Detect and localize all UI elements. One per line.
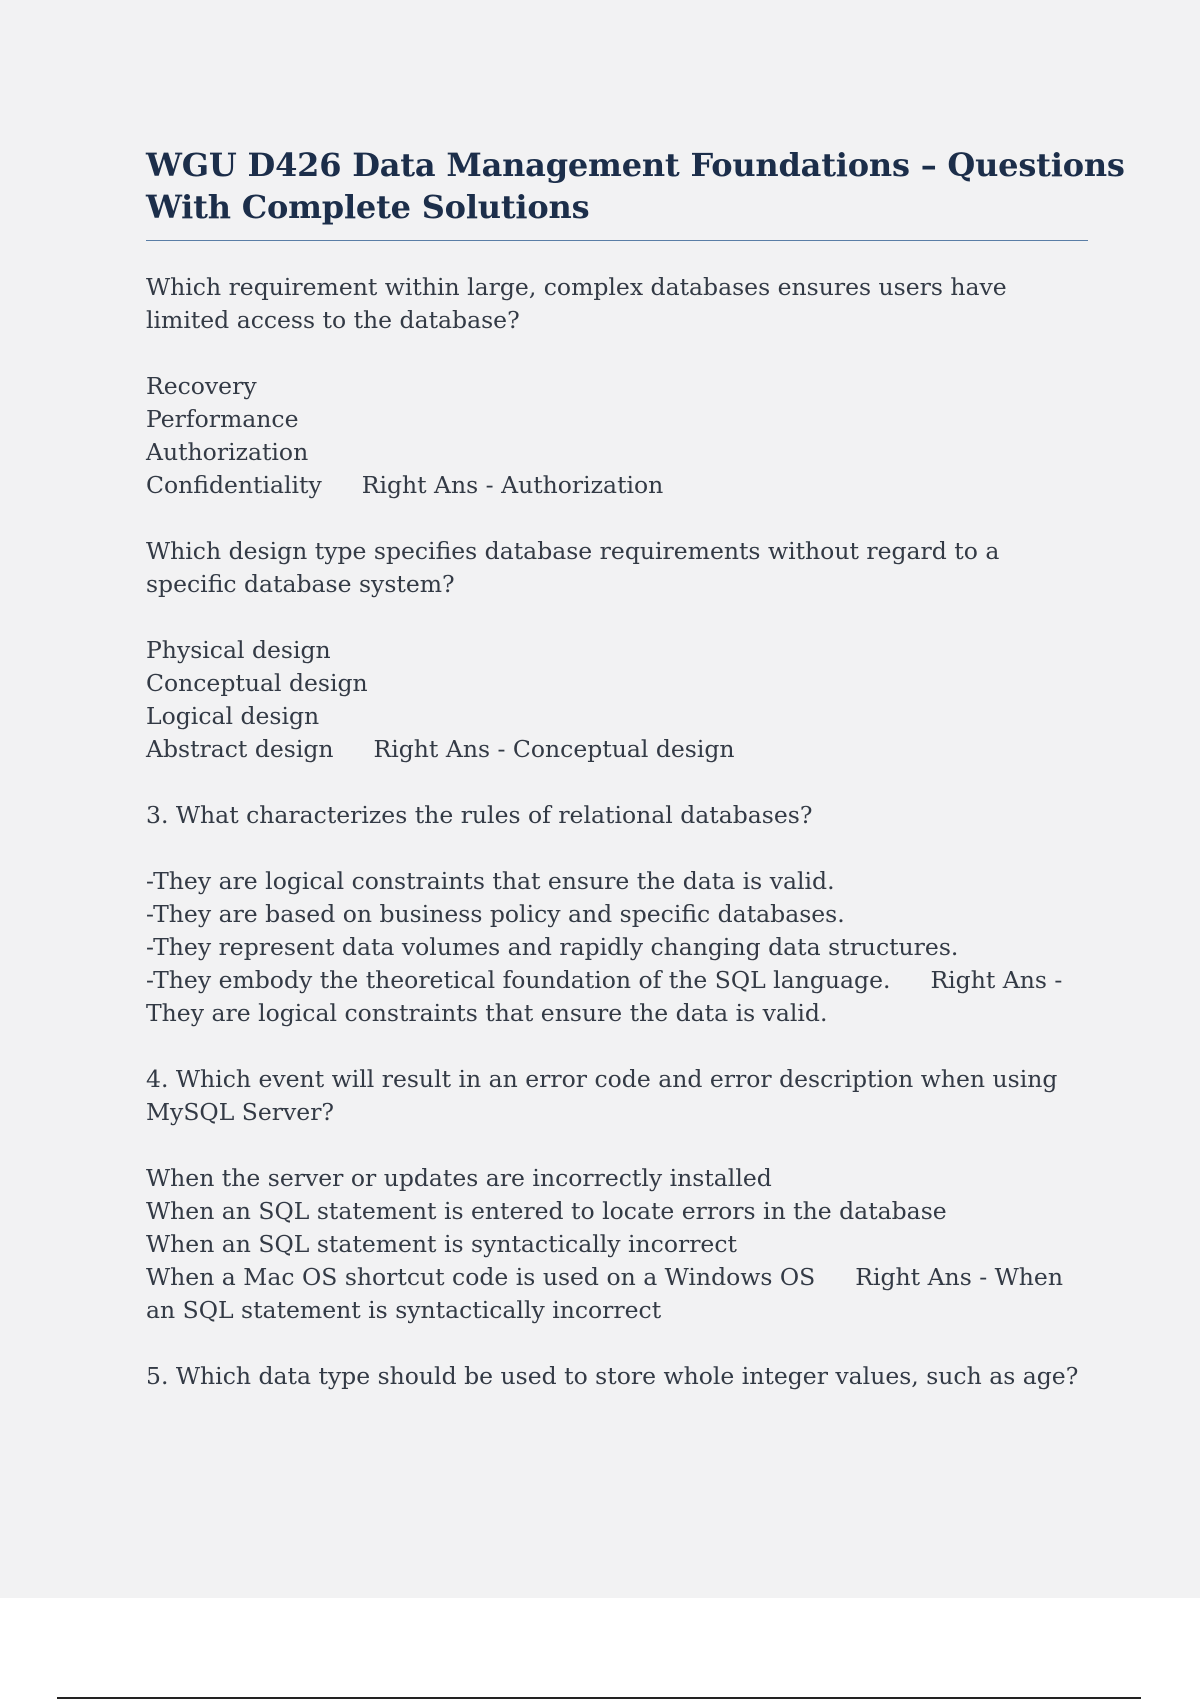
option: -They are based on business policy and specific databases. <box>146 900 845 928</box>
title-divider <box>146 240 1088 241</box>
right-answer: Right Ans - When <box>855 1263 1063 1291</box>
document-content <box>146 144 1125 1426</box>
option: Logical design <box>146 702 320 730</box>
document-title <box>146 144 1125 228</box>
right-answer: Right Ans - <box>930 966 1063 994</box>
question-1 <box>146 271 1088 502</box>
title-line: With Complete Solutions <box>146 188 590 226</box>
option: Conceptual design <box>146 669 368 697</box>
question-prompt: 4. Which event will result in an error code and error description when using MySQL Server? <box>146 1065 1058 1126</box>
option: -They are logical constraints that ensure the data is valid. <box>146 867 835 895</box>
questions-body <box>146 271 1088 1393</box>
title-line: WGU D426 Data Management Foundations – Questions <box>146 146 1125 184</box>
option: Performance <box>146 405 299 433</box>
answer-options <box>146 865 1088 1030</box>
right-answer-continued: They are logical constraints that ensure the data is valid. <box>146 999 828 1027</box>
question-prompt: Which design type specifies database requirements without regard to a specific database system? <box>146 537 1000 598</box>
question-prompt: 5. Which data type should be used to store whole integer values, such as age? <box>146 1362 1079 1390</box>
option: When an SQL statement is syntactically incorrect <box>146 1230 737 1258</box>
option: Abstract design <box>146 735 334 763</box>
option: When a Mac OS shortcut code is used on a Windows OS <box>146 1263 816 1291</box>
question-5 <box>146 1360 1088 1393</box>
question-4 <box>146 1063 1088 1327</box>
answer-options <box>146 1162 1088 1327</box>
option: Authorization <box>146 438 309 466</box>
footer-divider <box>57 1697 1141 1699</box>
question-2 <box>146 535 1088 766</box>
right-answer-continued: an SQL statement is syntactically incorrect <box>146 1296 662 1324</box>
answer-options <box>146 634 1088 766</box>
option: Recovery <box>146 372 257 400</box>
question-3 <box>146 799 1088 1030</box>
question-prompt: 3. What characterizes the rules of relational databases? <box>146 801 813 829</box>
option: Physical design <box>146 636 331 664</box>
option: -They represent data volumes and rapidly changing data structures. <box>146 933 959 961</box>
question-prompt: Which requirement within large, complex databases ensures users have limited access to the database? <box>146 273 1007 334</box>
option: Confidentiality <box>146 471 322 499</box>
right-answer: Right Ans - Conceptual design <box>373 735 735 763</box>
answer-options <box>146 370 1088 502</box>
option: When the server or updates are incorrectly installed <box>146 1164 772 1192</box>
option: -They embody the theoretical foundation of the SQL language. <box>146 966 891 994</box>
right-answer: Right Ans - Authorization <box>361 471 664 499</box>
option: When an SQL statement is entered to locate errors in the database <box>146 1197 947 1225</box>
